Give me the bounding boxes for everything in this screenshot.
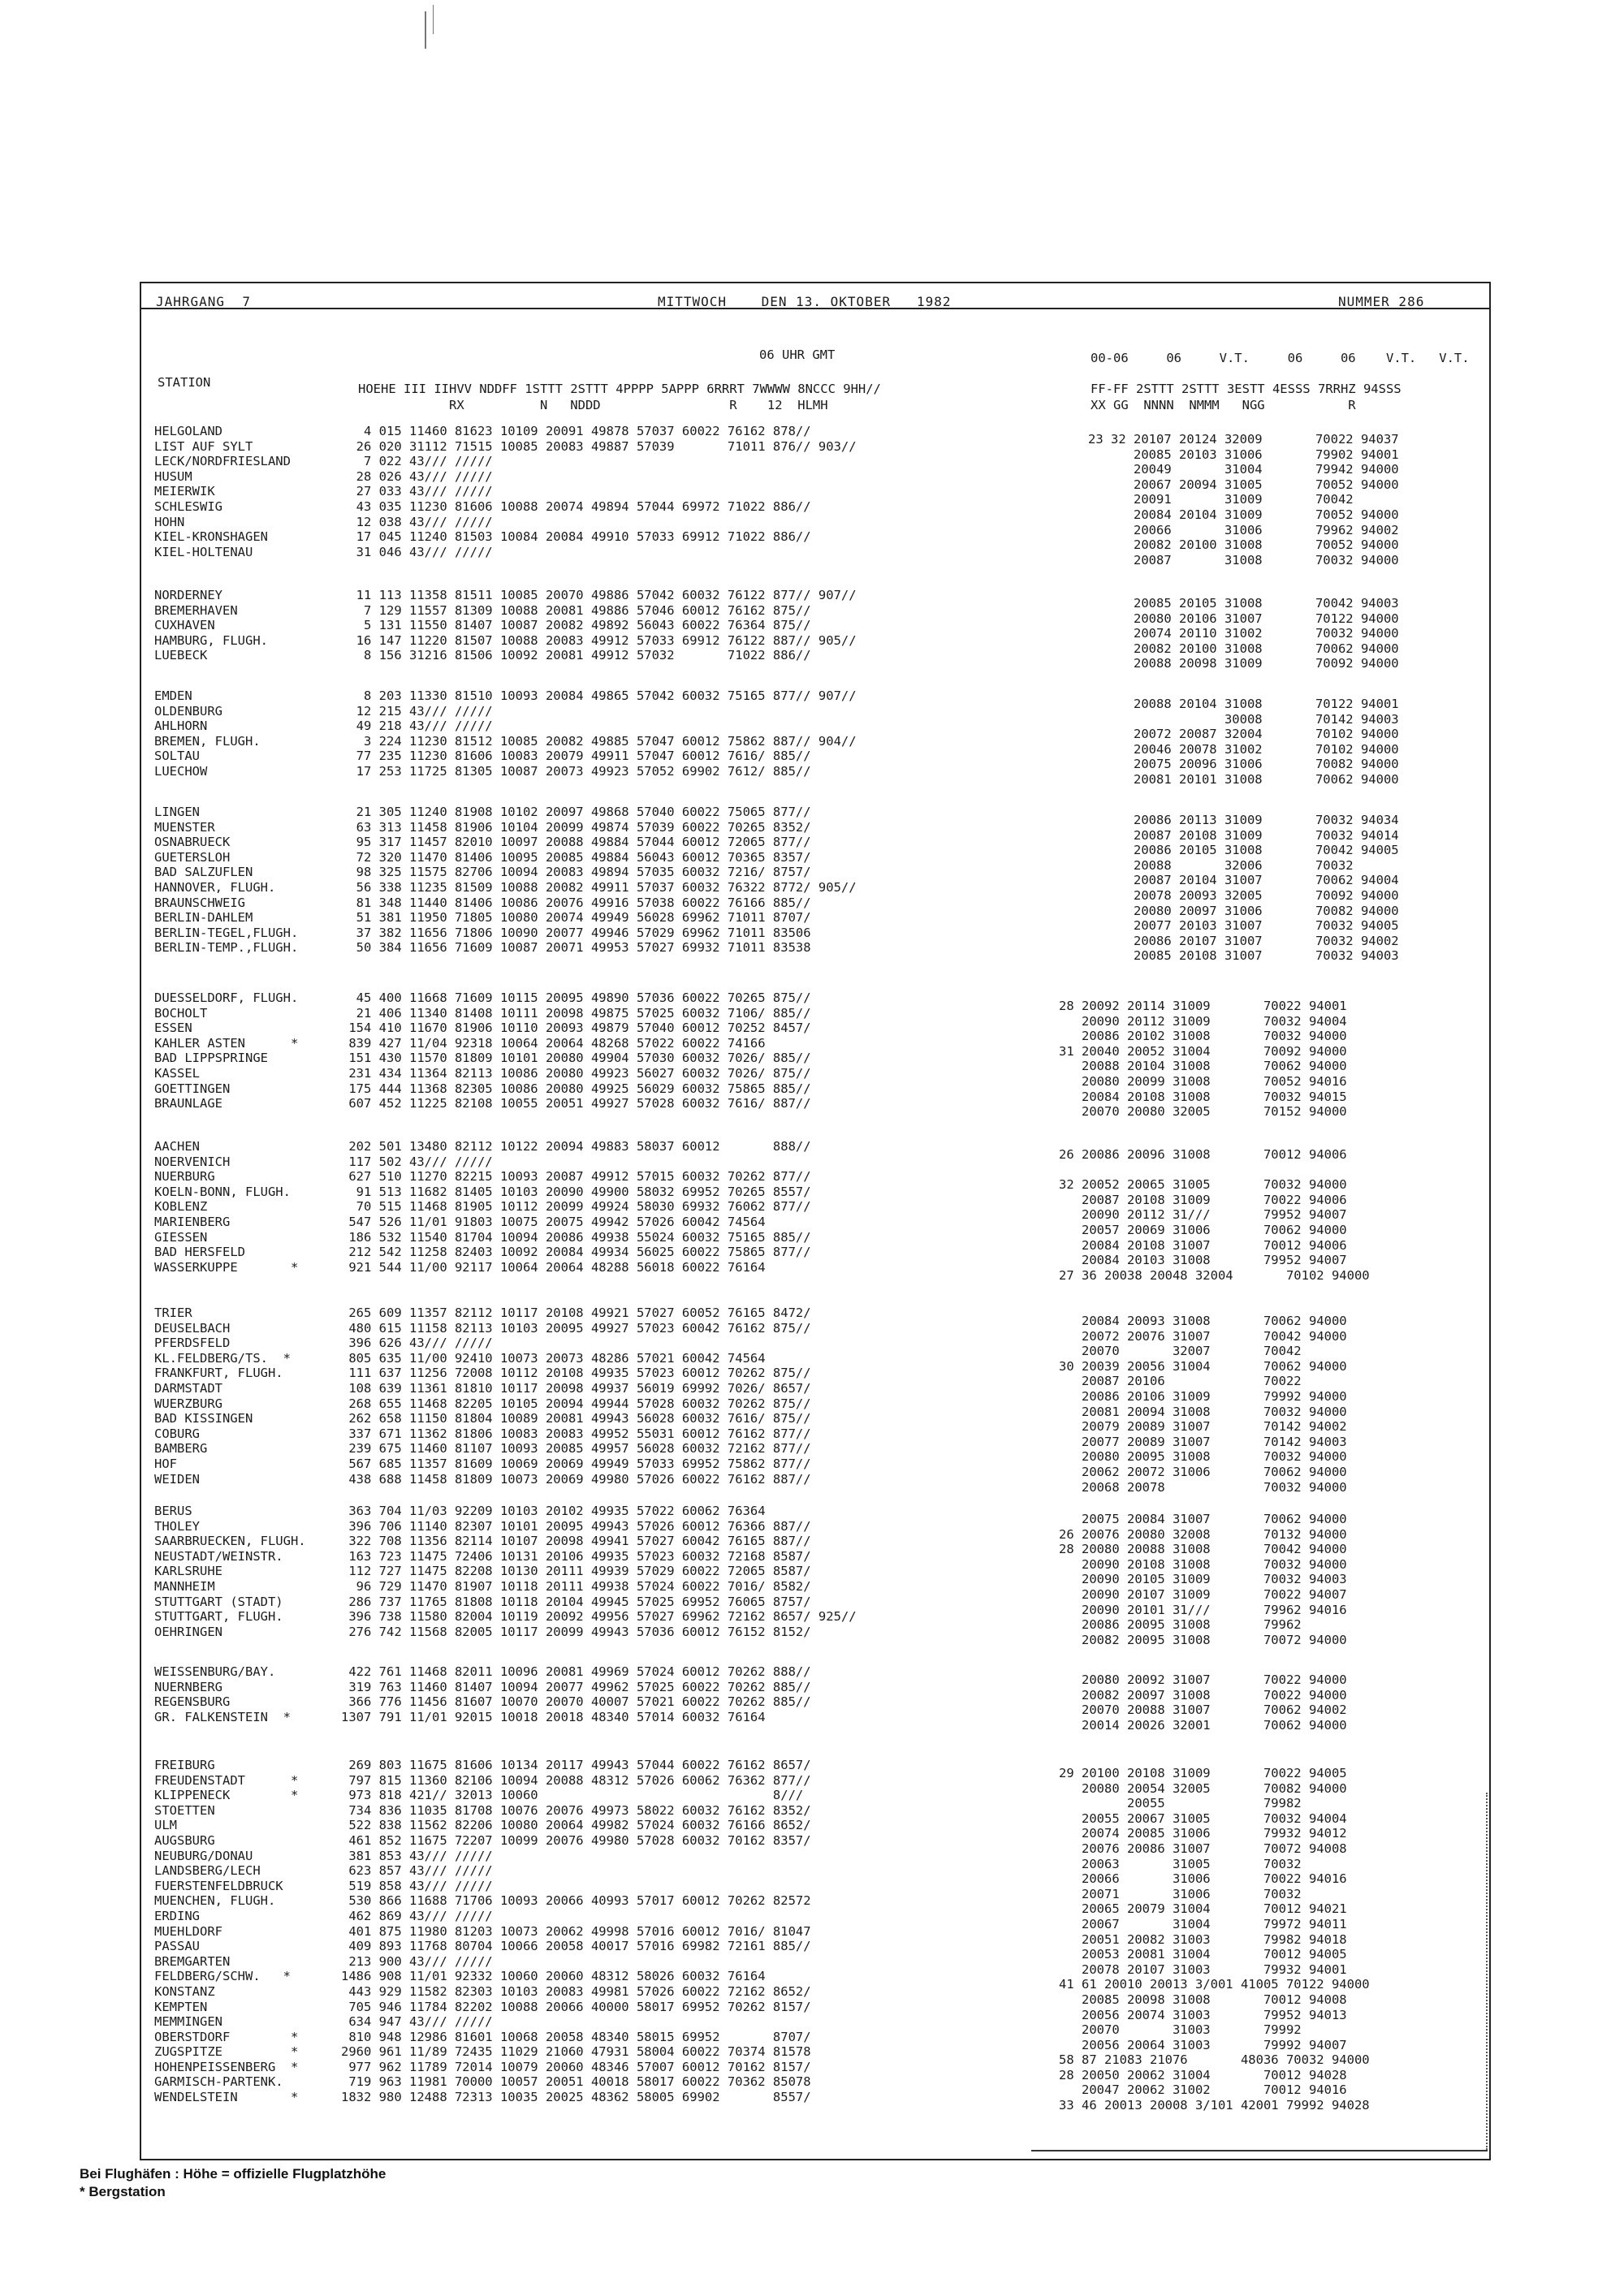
synop-main-codes: 45 400 11668 71609 10115 20095 49890 57036 60022 70265 875// 21 406 11340 81408 10111 20098 49875 57025 60032 7106/ 885// 154 410 11670 81906 10110 20093 49879 57040 60012 70252 8457/ 839 427 11/04 92318 10064 20064 48268 57022 60022 74166 151 430 11570 81809 10101 20080 49904 57030 60032 7026/ 885// 231 434 11364 82113 10086 20080 49923 56027 60032 7026/ 875// 175 444 11368 82305 10086 20080 49925 56029 60032 75865 885// 607 452 11225 82108 10055 20051 49927 57028 60032 7616/ 887// [348, 990, 811, 1111]
right-margin-marks [1486, 1793, 1489, 2150]
synop-main-codes: 422 761 11468 82011 10096 20081 49969 57024 60012 70262 888// 319 763 11460 81407 10094 20077 49962 57025 60022 70262 885// 366 776 11456 81607 10070 20070 40007 57021 60022 70262 885// 1307 791 11/01 92015 10018 20018 48340 57014 60032 76164 [341, 1664, 811, 1724]
synop-main-codes: 202 501 13480 82112 10122 20094 49883 58037 60012 888// 117 502 43/// ///// 627 510 11270 82215 10093 20087 49912 57015 60032 70262 877// 91 513 11682 81405 10103 20090 49900 58032 69952 70265 8557/ 70 515 11468 81905 10112 20099 49924 58030 69932 76062 877// 547 526 11/01 91803 10075 20075 49942 57026 60042 74564 186 532 11540 81704 10094 20086 49938 55024 60032 75165 885// 212 542 11258 82403 10092 20084 49934 56025 60022 75865 877// 921 544 11/00 92117 10064 20064 48288 56018 60022 76164 [348, 1139, 811, 1275]
synop-extra-codes: 29 20100 20108 31009 70022 94005 20080 20054 32005 70082 94000 20055 79982 20055 20067 31005 70032 94004 20074 20085 31006 79932 94012 20076 20086 31007 70072 94008 20063 31005 70032 20066 31006 70022 94016 20071 31006 70032 20065 20079 31004 70012 94021 20067 31004 79972 94011 20051 20082 31003 79982 94018 20053 20081 31004 70012 94005 20078 20107 31003 79932 94001 41 61 20010 20013 3/001 41005 70122 94000 20085 20098 31008 70012 94008 20056 20074 31003 79952 94013 20070 31003 79992 20056 20064 31003 79992 94007 58 87 21083 21076 48036 70032 94000 28 20050 20062 31004 70012 94028 20047 20062 31002 70012 94016 33 46 20013 20008 3/101 42001 79992 94028 [1059, 1766, 1370, 2113]
synop-extra-codes: 20084 20093 31008 70062 94000 20072 20076 31007 70042 94000 20070 32007 70042 30 20039 20056 31004 70062 94000 20087 20106 70022 20086 20106 31009 79992 94000 20081 20094 31008 70032 94000 20079 20089 31007 70142 94002 20077 20089 31007 70142 94003 20080 20095 31008 70032 94000 20062 20072 31006 70062 94000 20068 20078 70032 94000 [1059, 1314, 1347, 1495]
main-code-header: HOEHE III IIHVV NDDFF 1STTT 2STTT 4PPPP 5APPP 6RRRT 7WWWW 8NCCC 9HH// [358, 382, 881, 396]
station-names: DUESSELDORF, FLUGH. BOCHOLT ESSEN KAHLER ASTEN * BAD LIPPSPRINGE KASSEL GOETTINGEN BRAUNLAGE [154, 990, 299, 1111]
station-names: BERUS THOLEY SAARBRUECKEN, FLUGH. NEUSTADT/WEINSTR. KARLSRUHE MANNHEIM STUTTGART (STADT) STUTTGART, FLUGH. OEHRINGEN [154, 1504, 306, 1639]
right-block-time-header: 00-06 06 V.T. 06 06 V.T. V.T. [1091, 351, 1470, 365]
synop-main-codes: 8 203 11330 81510 10093 20084 49865 57042 60032 75165 877// 907// 12 215 43/// ///// 49 218 43/// ///// 3 224 11230 81512 10085 20082 49885 57047 60012 75862 887// 904// 77 235 11230 81606 10083 20079 49911 57047 60012 7616/ 885// 17 253 11725 81305 10087 20073 49923 57052 69902 7612/ 885// [356, 688, 857, 779]
synop-main-codes: 11 113 11358 81511 10085 20070 49886 57042 60032 76122 877// 907// 7 129 11557 81309 10088 20081 49886 57046 60012 76162 875// 5 131 11550 81407 10087 20082 49892 56043 60022 76364 875// 16 147 11220 81507 10088 20083 49912 57033 69912 76122 887// 905// 8 156 31216 81506 10092 20081 49912 57032 71022 886// [356, 588, 857, 663]
issue-date: MITTWOCH DEN 13. OKTOBER 1982 [658, 294, 952, 309]
synop-extra-codes: 20080 20092 31007 70022 94000 20082 20097 31008 70022 94000 20070 20088 31007 70062 94002 20014 20026 32001 70062 94000 [1081, 1672, 1347, 1733]
scan-mark [433, 5, 434, 34]
footnote-airport-height: Bei Flughäfen : Höhe = offizielle Flugplatzhöhe [80, 2166, 387, 2182]
synop-extra-codes: 20086 20113 31009 70032 94034 20087 20108 31009 70032 94014 20086 20105 31008 70042 94005 20088 32006 70032 20087 20104 31007 70062 94004 20078 20093 32005 70092 94000 20080 20097 31006 70082 94000 20077 20103 31007 70032 94005 20086 20107 31007 70032 94002 20085 20108 31007 70032 94003 [1133, 813, 1399, 964]
synop-extra-codes: 20085 20105 31008 70042 94003 20080 20106 31007 70122 94000 20074 20110 31002 70032 94000 20082 20100 31008 70062 94000 20088 20098 31009 70092 94000 [1133, 596, 1399, 671]
main-code-subheader: RX N NDDD R 12 HLMH [358, 398, 828, 412]
station-names: AACHEN NOERVENICH NUERBURG KOELN-BONN, FLUGH. KOBLENZ MARIENBERG GIESSEN BAD HERSFELD WASSERKUPPE * [154, 1139, 299, 1275]
footnote-mountain-station: * Bergstation [80, 2184, 166, 2199]
right-code-header: FF-FF 2STTT 2STTT 3ESTT 4ESSS 7RRHZ 94SSS [1091, 382, 1402, 396]
station-names: HELGOLAND LIST AUF SYLT LECK/NORDFRIESLAND HUSUM MEIERWIK SCHLESWIG HOHN KIEL-KRONSHAGEN KIEL-HOLTENAU [154, 424, 291, 559]
volume-label: JAHRGANG 7 [156, 294, 251, 309]
synop-extra-codes: 20088 20104 31008 70122 94001 30008 70142 94003 20072 20087 32004 70102 94000 20046 20078 31002 70102 94000 20075 20096 31006 70082 94000 20081 20101 31008 70062 94000 [1133, 697, 1399, 787]
synop-main-codes: 21 305 11240 81908 10102 20097 49868 57040 60022 75065 877// 63 313 11458 81906 10104 20099 49874 57039 60022 70265 8352/ 95 317 11457 82010 10097 20088 49884 57044 60012 72065 877// 72 320 11470 81406 10095 20085 49884 56043 60012 70365 8357/ 98 325 11575 82706 10094 20083 49894 57035 60032 7216/ 8757/ 56 338 11235 81509 10088 20082 49911 57037 60032 76322 8772/ 905// 81 348 11440 81406 10086 20076 49916 57038 60022 76166 885// 51 381 11950 71805 10080 20074 49949 56028 69962 71011 8707/ 37 382 11656 71806 10090 20077 49946 57029 69962 71011 83506 50 384 11656 71609 10087 20071 49953 57027 69932 71011 83538 [356, 805, 857, 956]
synop-main-codes: 269 803 11675 81606 10134 20117 49943 57044 60022 76162 8657/ 797 815 11360 82106 10094 20088 48312 57026 60062 76362 877// 973 818 421// 32013 10060 8/// 734 836 11035 81708 10076 20076 49973 58022 60032 76162 8352/ 522 838 11562 82206 10080 20064 49982 57024 60032 76166 8652/ 461 852 11675 72207 10099 20076 49980 57028 60032 70162 8357/ 381 853 43/// ///// 623 857 43/// ///// 519 858 43/// ///// 530 866 11688 71706 10093 20066 40993 57017 60012 70262 82572 462 869 43/// ///// 401 875 11980 81203 10073 20062 49998 57016 60012 7016/ 81047 409 893 11768 80704 10066 20058 40017 57016 69982 72161 885// 213 900 43/// ///// 1486 908 11/01 92332 10060 20060 48312 58026 60032 76164 443 929 11582 82303 10103 20083 49981 57026 60022 72162 8652/ 705 946 11784 82202 10088 20066 40000 58017 69952 70262 8157/ 634 947 43/// ///// 810 948 12986 81601 10068 20058 48340 58015 69952 8707/ 2960 961 11/89 72435 11029 21060 47931 58004 60022 70374 81578 977 962 11789 72014 10079 20060 48346 57007 60012 70162 8157/ 719 963 11981 70000 10057 20051 40018 58017 60022 70362 85078 1832 980 12488 72313 10035 20025 48362 58005 69902 8557/ [341, 1758, 811, 2105]
synop-extra-codes: 20075 20084 31007 70062 94000 26 20076 20080 32008 70132 94000 28 20080 20088 31008 70042 94000 20090 20108 31008 70032 94000 20090 20105 31009 70032 94003 20090 20107 31009 70022 94007 20090 20101 31/// 79962 94016 20086 20095 31008 79962 20082 20095 31008 70072 94000 [1059, 1512, 1347, 1647]
station-names: FREIBURG FREUDENSTADT * KLIPPENECK * STOETTEN ULM AUGSBURG NEUBURG/DONAU LANDSBERG/LECH FUERSTENFELDBRUCK MUENCHEN, FLUGH. ERDING MUEHLDORF PASSAU BREMGARTEN FELDBERG/SCHW. * KONSTANZ KEMPTEN MEMMINGEN OBERSTDORF * ZUGSPITZE * HOHENPEISSENBERG * GARMISCH-PARTENK. WENDELSTEIN * [154, 1758, 299, 2105]
synop-extra-codes: 26 20086 20096 31008 70012 94006 32 20052 20065 31005 70032 94000 20087 20108 31009 70022 94006 20090 20112 31/// 79952 94007 20057 20069 31006 70062 94000 20084 20108 31007 70012 94006 20084 20103 31008 79952 94007 27 36 20038 20048 32004 70102 94000 [1059, 1147, 1370, 1283]
station-column-header: STATION [158, 375, 211, 390]
synop-main-codes: 4 015 11460 81623 10109 20091 49878 57037 60022 76162 878// 26 020 31112 71515 10085 20083 49887 57039 71011 876// 903// 7 022 43/// ///// 28 026 43/// ///// 27 033 43/// ///// 43 035 11230 81606 10088 20074 49894 57044 69972 71022 886// 12 038 43/// ///// 17 045 11240 81503 10084 20084 49910 57033 69912 71022 886// 31 046 43/// ///// [356, 424, 857, 559]
station-names: LINGEN MUENSTER OSNABRUECK GUETERSLOH BAD SALZUFLEN HANNOVER, FLUGH. BRAUNSCHWEIG BERLIN-DAHLEM BERLIN-TEGEL,FLUGH. BERLIN-TEMP.,FLUGH. [154, 805, 299, 956]
station-names: EMDEN OLDENBURG AHLHORN BREMEN, FLUGH. SOLTAU LUECHOW [154, 688, 261, 779]
right-code-subheader: XX GG NNNN NMMM NGG R [1091, 398, 1356, 412]
synop-extra-codes: 28 20092 20114 31009 70022 94001 20090 20112 31009 70032 94004 20086 20102 31008 70032 94000 31 20040 20052 31004 70092 94000 20088 20104 31008 70062 94000 20080 20099 31008 70052 94016 20084 20108 31008 70032 94015 20070 20080 32005 70152 94000 [1059, 999, 1347, 1120]
scan-mark [425, 11, 426, 49]
synop-extra-codes: 23 32 20107 20124 32009 70022 94037 20085 20103 31006 79902 94001 20049 31004 79942 94000 20067 20094 31005 70052 94000 20091 31009 70042 20084 20104 31009 70052 94000 20066 31006 79962 94002 20082 20100 31008 70052 94000 20087 31008 70032 94000 [1088, 432, 1399, 568]
issue-number: NUMMER 286 [1338, 294, 1425, 309]
closing-rule [1031, 2150, 1488, 2151]
synop-main-codes: 265 609 11357 82112 10117 20108 49921 57027 60052 76165 8472/ 480 615 11158 82113 10103 20095 49927 57023 60042 76162 875// 396 626 43/// ///// 805 635 11/00 92410 10073 20073 48286 57021 60042 74564 111 637 11256 72008 10112 20108 49935 57023 60012 70262 875// 108 639 11361 81810 10117 20098 49937 56019 69992 7026/ 8657/ 268 655 11468 82205 10105 20094 49944 57028 60032 70262 875// 262 658 11150 81804 10089 20081 49943 56028 60032 7616/ 875// 337 671 11362 81806 10083 20083 49952 55031 60012 76162 877// 239 675 11460 81107 10093 20085 49957 56028 60032 72162 877// 567 685 11357 81609 10069 20069 49949 57033 69952 75862 877// 438 688 11458 81809 10073 20069 49980 57026 60022 76162 887// [348, 1306, 811, 1487]
station-names: WEISSENBURG/BAY. NUERNBERG REGENSBURG GR. FALKENSTEIN * [154, 1664, 291, 1724]
synop-main-codes: 363 704 11/03 92209 10103 20102 49935 57022 60062 76364 396 706 11140 82307 10101 20095 49943 57026 60012 76366 887// 322 708 11356 82114 10107 20098 49941 57027 60042 76165 887// 163 723 11475 72406 10131 20106 49935 57023 60032 72168 8587/ 112 727 11475 82208 10130 20111 49939 57029 60022 72065 8587/ 96 729 11470 81907 10118 20111 49938 57024 60022 7016/ 8582/ 286 737 11765 81808 10118 20104 49945 57025 69952 76065 8757/ 396 738 11580 82004 10119 20092 49956 57027 69962 72162 8657/ 925// 276 742 11568 82005 10117 20099 49943 57036 60012 76152 8152/ [348, 1504, 857, 1639]
observation-time: 06 UHR GMT [759, 347, 836, 362]
station-names: TRIER DEUSELBACH PFERDSFELD KL.FELDBERG/TS. * FRANKFURT, FLUGH. DARMSTADT WUERZBURG BAD KISSINGEN COBURG BAMBERG HOF WEIDEN [154, 1306, 291, 1487]
station-names: NORDERNEY BREMERHAVEN CUXHAVEN HAMBURG, FLUGH. LUEBECK [154, 588, 268, 663]
